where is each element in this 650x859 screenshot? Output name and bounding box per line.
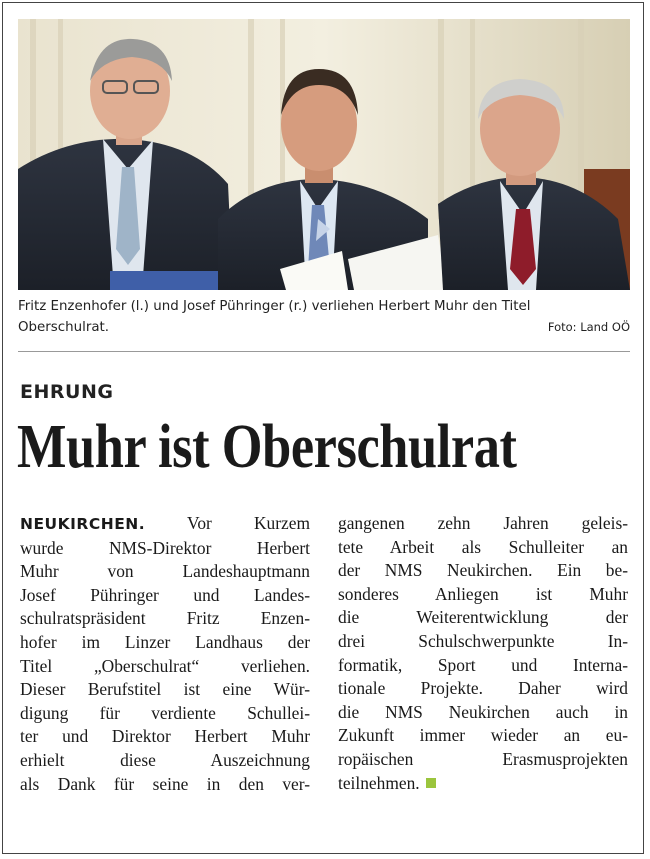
- body-line: Titel „Oberschulrat“ verliehen.: [20, 655, 310, 676]
- photo-credit: Foto: Land OÖ: [547, 320, 630, 334]
- body-line: der NMS Neukirchen. Ein be-: [338, 560, 628, 581]
- caption-line-2-row: [18, 317, 630, 338]
- body-line: schulratspräsident Fritz Enzen-: [20, 608, 310, 629]
- body-line: wurde NMS-Direktor Herbert: [20, 537, 310, 558]
- caption-divider: [18, 351, 630, 352]
- body-line: digung für verdiente Schullei-: [20, 702, 310, 723]
- end-of-article-square-icon: [426, 778, 436, 788]
- body-line: die Weiterentwicklung der: [338, 607, 628, 628]
- body-line: ter und Direktor Herbert Muhr: [20, 726, 310, 747]
- body-line-text: Vor Kurzem: [187, 513, 310, 533]
- article-photo: [18, 19, 630, 290]
- body-line: Josef Pühringer und Landes-: [20, 584, 310, 605]
- dateline: NEUKIRCHEN.: [20, 515, 146, 533]
- body-line: sonderes Anliegen ist Muhr: [338, 583, 628, 604]
- body-line-text: teilnehmen.: [338, 772, 420, 793]
- body-line: [20, 512, 310, 537]
- body-line: die NMS Neukirchen auch in: [338, 701, 628, 722]
- body-line: drei Schulschwerpunkte In-: [338, 630, 628, 651]
- article-column-right: [338, 512, 628, 795]
- photo-caption: [18, 296, 630, 338]
- body-line: Zukunft immer wieder an eu-: [338, 725, 628, 746]
- body-line: Muhr von Landeshauptmann: [20, 561, 310, 582]
- body-line: als Dank für seine in den ver-: [20, 773, 310, 794]
- body-line: hofer im Linzer Landhaus der: [20, 631, 310, 652]
- body-line: gangenen zehn Jahren geleis-: [338, 513, 628, 533]
- body-line: Dieser Berufstitel ist eine Wür-: [20, 679, 310, 700]
- body-line: tionale Projekte. Daher wird: [338, 678, 628, 699]
- caption-line-2: Oberschulrat.: [18, 320, 110, 335]
- body-line: tete Arbeit als Schulleiter an: [338, 536, 628, 557]
- article-column-left: [20, 512, 310, 796]
- headline: Muhr ist Oberschulrat: [17, 413, 517, 481]
- kicker: EHRUNG: [20, 381, 114, 403]
- photo-three-men-icon: [18, 19, 630, 290]
- body-line: ropäischen Erasmusprojekten: [338, 748, 628, 769]
- body-line: erhielt diese Auszeichnung: [20, 749, 310, 770]
- body-line-last: [338, 772, 628, 796]
- body-line: formatik, Sport und Interna-: [338, 654, 628, 675]
- caption-line-1: Fritz Enzenhofer (l.) und Josef Pühringer (r.) verliehen Herbert Muhr den Titel: [18, 299, 531, 314]
